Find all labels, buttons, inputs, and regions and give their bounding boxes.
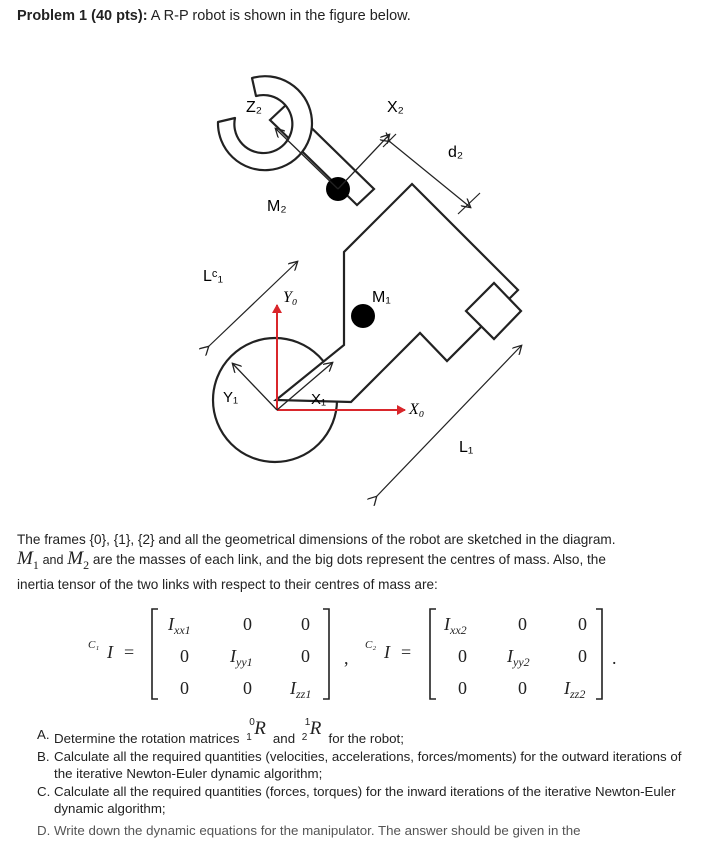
com1-dot <box>351 304 375 328</box>
svg-text:0: 0 <box>458 678 467 698</box>
task-c-label: C. <box>37 783 51 799</box>
label-y0: Y₀ <box>283 289 298 306</box>
and-word: and <box>42 553 64 567</box>
tensor2-sup: C₂ <box>365 639 377 651</box>
svg-text:0: 0 <box>243 678 252 698</box>
label-x0: X₀ <box>409 401 425 418</box>
label-x2: X₂ <box>387 99 404 116</box>
tensor1-row-2 <box>180 646 310 669</box>
svg-text:Izz2: $I_{zz2}$ <box>564 678 586 701</box>
svg-text:Iyy2: $I_{yy2}$ <box>507 646 530 669</box>
tensor2-row-1 <box>443 614 587 637</box>
label-z2: Z₂ <box>246 99 262 116</box>
tensor1-left-bracket <box>152 609 158 699</box>
task-d-cutoff <box>37 823 687 838</box>
task-b-label: B. <box>37 748 50 764</box>
task-a-text-1: Determine the rotation matrices <box>54 731 240 746</box>
tensor2-eq: = <box>401 642 412 662</box>
inertia-tensors <box>0 604 707 704</box>
label-m2: M₂ <box>267 198 287 215</box>
gripper <box>218 76 312 170</box>
label-y1: Y₁ <box>223 389 239 406</box>
problem-intro: A R-P robot is shown in the figure below. <box>147 8 411 24</box>
svg-text:0: 0 <box>301 646 310 666</box>
tensor1-sup: C₁ <box>88 639 100 651</box>
tensor1-I: I <box>107 642 113 662</box>
rotation-matrix-1-2: 1 2 R <box>301 717 322 743</box>
task-b-text: Calculate all the required quantities (velocities, accelerations, forces/moments) for the outward iterations of the iterative Newton-Euler dynamic algorithm; <box>54 748 682 781</box>
svg-text:Ixx1: $I_{xx1}$ <box>168 614 191 637</box>
svg-text:0: 0 <box>180 678 189 698</box>
description <box>17 530 692 594</box>
label-m1: M₁ <box>372 289 391 306</box>
tensor2-I: I <box>384 642 390 662</box>
label-l1: L₁ <box>459 439 474 456</box>
tensor-comma: , <box>344 648 349 668</box>
task-b <box>37 748 697 783</box>
rotation-matrix-0-1: 0 1 R <box>246 717 266 743</box>
task-a-and: and <box>272 731 296 746</box>
l1-dimension <box>376 346 521 497</box>
mass-m1: $M_1$ <box>17 548 39 572</box>
d2-ext-bot <box>458 193 480 214</box>
problem-heading: Problem 1 (40 pts): <box>17 8 148 24</box>
svg-text:0: 0 <box>243 614 252 634</box>
svg-text:0: 0 <box>180 646 189 666</box>
svg-text:0: 0 <box>518 678 527 698</box>
tensor2-row-2 <box>458 646 587 669</box>
mass-m2: $M_2$ <box>67 548 90 572</box>
tensor1-row-1 <box>167 614 310 637</box>
task-a-label: A. <box>37 727 50 742</box>
tensor1-eq: = <box>124 642 135 662</box>
task-list <box>37 717 697 818</box>
label-lc1: Lᶜ₁ <box>203 268 223 285</box>
task-d-text: D. Write down the dynamic equations for the manipulator. The answer should be given in the <box>37 823 581 838</box>
desc-line-1: The frames {0}, {1}, {2} and all the geometrical dimensions of the robot are sketched in the diagram. <box>17 532 616 547</box>
desc-line-2 <box>17 549 692 575</box>
svg-text:0: 0 <box>301 614 310 634</box>
svg-text:0: 0 <box>518 614 527 634</box>
tensor2-row-3 <box>458 678 585 701</box>
svg-text:0: 0 <box>578 614 587 634</box>
task-c-text: Calculate all the required quantities (forces, torques) for the inward iterations of the iterative Newton-Euler dynamic algorithm; <box>54 783 676 816</box>
link1-body <box>276 184 518 402</box>
svg-text:Ixx2: $I_{xx2}$ <box>444 614 467 637</box>
svg-text:Izz1: $I_{zz1}$ <box>290 678 312 701</box>
tensor1-right-bracket <box>323 609 329 699</box>
task-a <box>37 717 697 748</box>
task-a-text-2: for the robot; <box>328 731 404 746</box>
svg-text:Iyy1: $I_{yy1}$ <box>230 646 253 669</box>
tensor2-right-bracket <box>596 609 602 699</box>
tensor-period: . <box>612 648 617 668</box>
label-d2: d₂ <box>448 144 464 161</box>
svg-text:0: 0 <box>458 646 467 666</box>
label-x1: X₁ <box>311 391 327 408</box>
tensor1-row-3 <box>180 678 311 701</box>
svg-text:0: 0 <box>578 646 587 666</box>
task-c <box>37 783 697 818</box>
desc-line-2-rest: are the masses of each link, and the big dots represent the centres of mass. Also, the <box>92 552 606 567</box>
tensor2-left-bracket <box>430 609 436 699</box>
desc-line-3: inertia tensor of the two links with respect to their centres of mass are: <box>17 576 438 592</box>
